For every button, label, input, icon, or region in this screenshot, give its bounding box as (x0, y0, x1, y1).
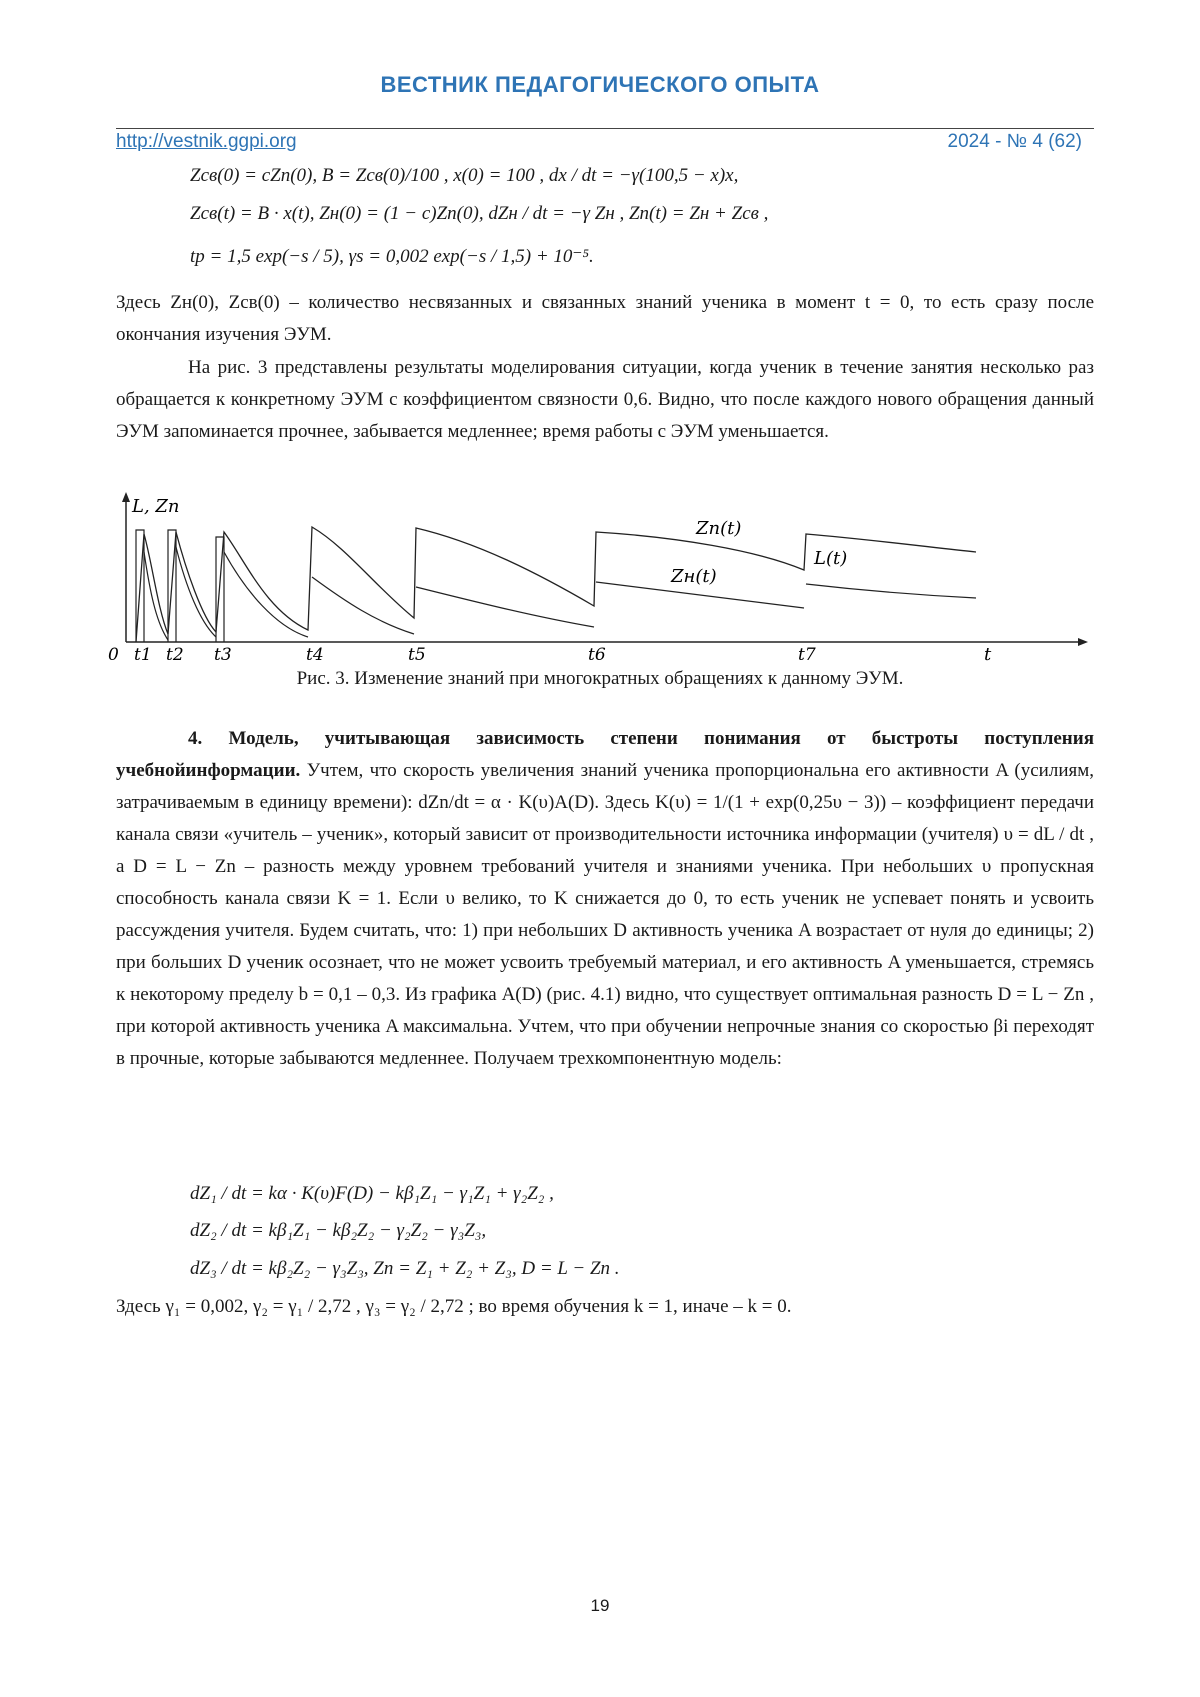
paragraph-figure-intro: На рис. 3 представлены результаты моделирования ситуации, когда ученик в течение занятия несколько раз обращается к конкретному ЭУМ с коэффициентом связности 0,6. Видно, что после каждого нового обращения данный ЭУМ запоминается прочнее, забывается медленнее; время работы с ЭУМ уменьшается. (116, 357, 1094, 442)
formula-line-3: tр = 1,5 exp(−s / 5), γs = 0,002 exp(−s / 1,5) + 10⁻⁵. (190, 246, 594, 267)
tick-label-t2: t2 (166, 645, 184, 665)
x-axis-arrow (1078, 638, 1088, 646)
final-line: Здесь γ₁ = 0,002, γ₂ = γ₁ / 2,72 , γ₃ = γ₂ / 2,72 ; во время обучения k = 1, иначе – k = 0. (116, 1296, 792, 1317)
model-equation-1: dZ₁ / dt = kα · K(υ)F(D) − kβ₁Z₁ − γ₁Z₁ + γ₂Z₂ , (190, 1183, 554, 1204)
tick-label-t1: t1 (134, 645, 152, 665)
series-Zh-line (144, 547, 976, 640)
header-rule (116, 128, 1094, 129)
model-equation-3: dZ₃ / dt = kβ₂Z₂ − γ₃Z₃, Zn = Z₁ + Z₂ + Z₃, D = L − Zn . (190, 1258, 620, 1279)
knowledge-chart (108, 492, 1096, 665)
section-4 (116, 723, 1094, 1075)
formula-line-1: Zсв(0) = cZn(0), B = Zсв(0)/100 , x(0) = 100 , dx / dt = −γ(100,5 − x)x, (190, 165, 739, 186)
series-Zn-line (136, 527, 976, 642)
tick-label-t5: t5 (408, 645, 426, 665)
journal-url-link[interactable]: http://vestnik.ggpi.org (116, 131, 297, 152)
model-equation-2: dZ₂ / dt = kβ₁Z₁ − kβ₂Z₂ − γ₂Z₂ − γ₃Z₃, (190, 1220, 487, 1241)
section-heading: 4. Модель, учитывающая зависимость степени понимания от быстроты поступления учебнойинформации. (116, 728, 1094, 781)
origin-label: 0 (108, 645, 119, 665)
paragraph-definitions: Здесь Zн(0), Zсв(0) – количество несвязанных и связанных знаний ученика в момент t = 0, то есть сразу после окончания изучения ЭУМ. (116, 292, 1094, 345)
issue-number: 2024 - № 4 (62) (947, 131, 1082, 152)
tick-label-t4: t4 (306, 645, 324, 665)
y-axis-arrow (122, 492, 130, 502)
formula-line-2: Zсв(t) = B · x(t), Zн(0) = (1 − c)Zn(0), dZн / dt = −γ Zн , Zn(t) = Zн + Zсв , (190, 203, 769, 224)
series-label-L: L(t) (814, 548, 848, 569)
x-axis-label: t (984, 644, 992, 665)
page-number: 19 (590, 1596, 610, 1615)
tick-label-t7: t7 (798, 645, 816, 665)
journal-title: ВЕСТНИК ПЕДАГОГИЧЕСКОГО ОПЫТА (380, 72, 820, 97)
series-label-Zh: Zн(t) (671, 566, 717, 587)
series-label-Zn: Zn(t) (696, 518, 742, 539)
tick-label-t3: t3 (214, 645, 232, 665)
figure-caption: Рис. 3. Изменение знаний при многократных обращениях к данному ЭУМ. (296, 668, 904, 689)
tick-label-t6: t6 (588, 645, 606, 665)
y-axis-label: L, Zn (132, 496, 180, 517)
section-body: Учтем, что скорость увеличения знаний ученика пропорциональна его активности A (усилиям, затрачиваемым в единицу времени): dZn/dt = α · K(υ)A(D). Здесь K(υ) = 1/(1 + exp(0,25υ − 3)) – коэффициент передачи канала связи «учитель – ученик», который зависит от производительности источника информации (учителя) υ = dL / dt , а D = L − Zn – разность между уровнем требований учителя и знаниями ученика. При небольших υ пропускная способность канала связи K = 1. Если υ велико, то K снижается до 0, то есть ученик не успевает понять и усвоить рассуждения учителя. Будем считать, что: 1) при небольших D активность ученика A возрастает от нуля до единицы; 2) при больших D ученик осознает, что не может усвоить требуемый материал, и его активность A уменьшается, стремясь к некоторому пределу b = 0,1 – 0,3. Из графика A(D) (рис. 4.1) видно, что существует оптимальная разность D = L − Zn , при которой активность ученика A максимальна. Учтем, что при обучении непрочные знания со скоростью βi переходят в прочные, которые забываются медленнее. Получаем трехкомпонентную модель: (116, 760, 1095, 1069)
